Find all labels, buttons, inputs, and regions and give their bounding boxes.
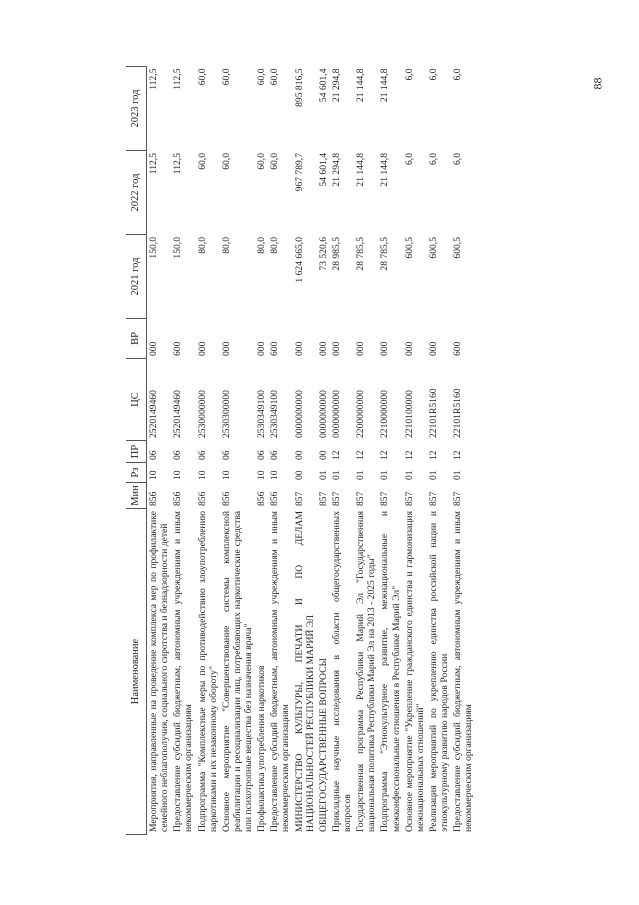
row-pr: 12 (330, 450, 342, 460)
row-name: Предоставление субсидий бюджетным, автономным учреждениям и иным некоммерческим организациям (172, 511, 195, 832)
row-cs: 0000000000 (330, 390, 342, 438)
row-2022: 112,5 (172, 153, 184, 175)
table-row (403, 67, 427, 835)
row-min: 857 (317, 491, 329, 506)
row-2021: 150,0 (148, 237, 159, 259)
row-cs: 2520149460 (148, 390, 159, 438)
row-vr: 000 (148, 341, 159, 356)
row-2022: 6,0 (403, 153, 415, 165)
row-rz: 01 (317, 470, 329, 480)
row-2023: 60,0 (256, 68, 268, 86)
table-row (354, 67, 378, 835)
row-2023: 60,0 (269, 68, 281, 86)
table-header-row (126, 67, 147, 835)
row-2022: 54 601,4 (317, 153, 329, 187)
row-2023: 6,0 (403, 68, 415, 81)
header-cs: ЦС (126, 359, 147, 441)
row-2022: 21 144,8 (355, 153, 367, 187)
row-rz: 10 (220, 470, 232, 480)
row-2023: 21 294,8 (330, 68, 342, 103)
row-2023: 60,0 (196, 68, 208, 86)
table-row (427, 67, 451, 835)
row-cs: 2530000000 (196, 390, 208, 438)
row-2022: 60,0 (256, 153, 268, 170)
row-vr: 000 (220, 341, 232, 356)
row-vr: 000 (196, 341, 208, 356)
row-vr: 600 (452, 341, 464, 356)
row-name: Основное мероприятие "Совершенствование системы комплексной реабилитации и ресоциализации лиц, потребляющих наркотические средства или психотропные вещества без назначения врача" (220, 511, 254, 832)
row-vr: 600 (172, 341, 184, 356)
row-min: 856 (172, 491, 184, 506)
row-2023: 21 144,8 (355, 68, 367, 103)
row-name: Государственная программа Республики Марий Эл "Государственная национальная политика Республики Марий Эл на 2013 - 2025 годы" (355, 511, 378, 832)
row-vr: 000 (403, 341, 415, 356)
row-2022: 6,0 (427, 153, 439, 165)
row-rz: 01 (403, 470, 415, 480)
table-row (451, 67, 475, 835)
row-2022: 21 294,8 (330, 153, 342, 187)
row-name: Профилактика употребления наркотиков (256, 665, 268, 832)
row-2022: 21 144,8 (379, 153, 391, 187)
row-pr: 12 (355, 450, 367, 460)
row-2022: 60,0 (220, 153, 232, 170)
header-2023: 2023 год (126, 67, 147, 151)
row-rz: 10 (172, 470, 184, 480)
row-pr: 00 (293, 450, 305, 460)
row-rz: 01 (355, 470, 367, 480)
row-rz: 01 (427, 470, 439, 480)
row-rz: 10 (256, 470, 268, 480)
header-2021: 2021 год (126, 235, 147, 319)
row-min: 857 (293, 491, 305, 506)
row-2023: 60,0 (220, 68, 232, 86)
row-2021: 73 520,6 (317, 237, 329, 271)
row-vr: 000 (317, 341, 329, 356)
row-min: 856 (148, 491, 159, 506)
row-2023: 112,5 (148, 68, 159, 90)
row-vr: 000 (330, 341, 342, 356)
table-row (220, 67, 255, 835)
row-pr: 12 (452, 450, 464, 460)
row-vr: 000 (379, 341, 391, 356)
row-vr: 000 (355, 341, 367, 356)
row-2021: 150,0 (172, 237, 184, 259)
table-row (378, 67, 402, 835)
row-cs: 2530349100 (256, 390, 268, 438)
row-min: 857 (355, 491, 367, 506)
row-cs: 0000000000 (293, 390, 305, 438)
row-rz: 01 (379, 470, 391, 480)
row-2021: 28 785,5 (379, 237, 391, 271)
table-row (317, 67, 330, 835)
row-pr: 06 (220, 450, 232, 460)
table-row (293, 67, 317, 835)
table-body (147, 67, 476, 835)
row-rz: 10 (196, 470, 208, 480)
row-2023: 6,0 (427, 68, 439, 81)
row-name: Подпрограмма "Комплексные меры по противодействию злоупотреблению наркотиками и их незаконному обороту" (196, 511, 219, 832)
table-row (330, 67, 354, 835)
row-vr: 000 (427, 341, 439, 356)
row-pr: 06 (196, 450, 208, 460)
header-pr: ПР (126, 441, 147, 463)
row-min: 857 (452, 491, 464, 506)
row-cs: 2520149460 (172, 390, 184, 438)
row-cs: 22101R5160 (452, 388, 464, 438)
row-2022: 112,5 (148, 153, 159, 175)
row-min: 857 (379, 491, 391, 506)
row-2021: 80,0 (220, 237, 232, 254)
row-pr: 00 (317, 450, 329, 460)
row-cs: 2200000000 (355, 390, 367, 438)
table-row (147, 67, 172, 835)
row-min: 857 (403, 491, 415, 506)
row-name: Мероприятия, направленные на проведение комплекса мер по профилактике семейного неблагополучия, социального сиротства и безнадзорности детей (148, 511, 171, 832)
row-2021: 80,0 (256, 237, 268, 254)
row-rz: 10 (269, 470, 281, 480)
row-cs: 2210100000 (403, 390, 415, 438)
row-2023: 112,5 (172, 68, 184, 90)
table-row (268, 67, 292, 835)
header-name: Наименование (126, 509, 147, 835)
row-pr: 06 (269, 450, 281, 460)
row-2022: 60,0 (196, 153, 208, 170)
row-pr: 06 (256, 450, 268, 460)
row-2021: 28 785,5 (355, 237, 367, 271)
page-number: 88 (590, 77, 605, 90)
table-row (171, 67, 195, 835)
row-2022: 6,0 (452, 153, 464, 165)
row-name: Реализация мероприятий по укреплению единства российской нации и этнокультурному развитию народов России (427, 511, 450, 832)
row-2023: 895 816,5 (293, 68, 305, 107)
row-vr: 000 (256, 341, 268, 356)
header-min: Мин (126, 483, 147, 509)
row-2022: 967 789,7 (293, 153, 305, 192)
row-2023: 21 144,8 (379, 68, 391, 103)
row-cs: 0000000000 (317, 390, 329, 438)
row-min: 856 (269, 491, 281, 506)
row-vr: 000 (293, 341, 305, 356)
row-name: ОБЩЕГОСУДАРСТВЕННЫЕ ВОПРОСЫ (317, 658, 329, 832)
row-cs: 2530300000 (220, 390, 232, 438)
row-cs: 22101R5160 (427, 388, 439, 438)
row-min: 856 (196, 491, 208, 506)
row-rz: 01 (452, 470, 464, 480)
row-2022: 60,0 (269, 153, 281, 170)
budget-table-rotated (126, 67, 591, 835)
row-2021: 1 624 665,0 (293, 237, 305, 283)
row-min: 857 (330, 491, 342, 506)
row-pr: 12 (403, 450, 415, 460)
row-2021: 600,5 (403, 237, 415, 259)
row-2021: 80,0 (196, 237, 208, 254)
row-2023: 6,0 (452, 68, 464, 81)
row-cs: 2210000000 (379, 390, 391, 438)
row-rz: 00 (293, 470, 305, 480)
row-rz: 01 (330, 470, 342, 480)
table-row (255, 67, 268, 835)
row-pr: 06 (148, 450, 159, 460)
row-pr: 12 (379, 450, 391, 460)
row-name: Подпрограмма "Этнокультурное развитие, межнациональные и межконфессиональные отношения в Республике Марий Эл" (379, 511, 402, 832)
row-rz: 10 (148, 470, 159, 480)
row-name: Предоставление субсидий бюджетным, автономным учреждениям и иным некоммерческим организациям (269, 511, 292, 832)
row-name: Предоставление субсидий бюджетным, автономным учреждениям и иным некоммерческим организациям (452, 511, 475, 832)
row-2021: 600,5 (427, 237, 439, 259)
header-rz: Рз (126, 463, 147, 483)
row-name: Прикладные научные исследования в области общегосударственных вопросов (330, 511, 353, 832)
row-min: 856 (220, 491, 232, 506)
row-pr: 06 (172, 450, 184, 460)
row-2021: 80,0 (269, 237, 281, 254)
row-name: МИНИСТЕРСТВО КУЛЬТУРЫ, ПЕЧАТИ И ПО ДЕЛАМ НАЦИОНАЛЬНОСТЕЙ РЕСПУБЛИКИ МАРИЙ ЭЛ (293, 511, 316, 832)
row-cs: 2530349100 (269, 390, 281, 438)
row-2021: 600,5 (452, 237, 464, 259)
header-2022: 2022 год (126, 151, 147, 235)
row-pr: 12 (427, 450, 439, 460)
row-2021: 28 985,5 (330, 237, 342, 271)
table-row (196, 67, 220, 835)
budget-table (126, 66, 475, 835)
row-min: 857 (427, 491, 439, 506)
row-vr: 600 (269, 341, 281, 356)
row-min: 856 (256, 491, 268, 506)
row-2023: 54 601,4 (317, 68, 329, 103)
row-name: Основное мероприятие "Укрепление гражданского единства и гармонизация межнациональных отношений" (403, 511, 426, 832)
header-vr: ВР (126, 319, 147, 359)
